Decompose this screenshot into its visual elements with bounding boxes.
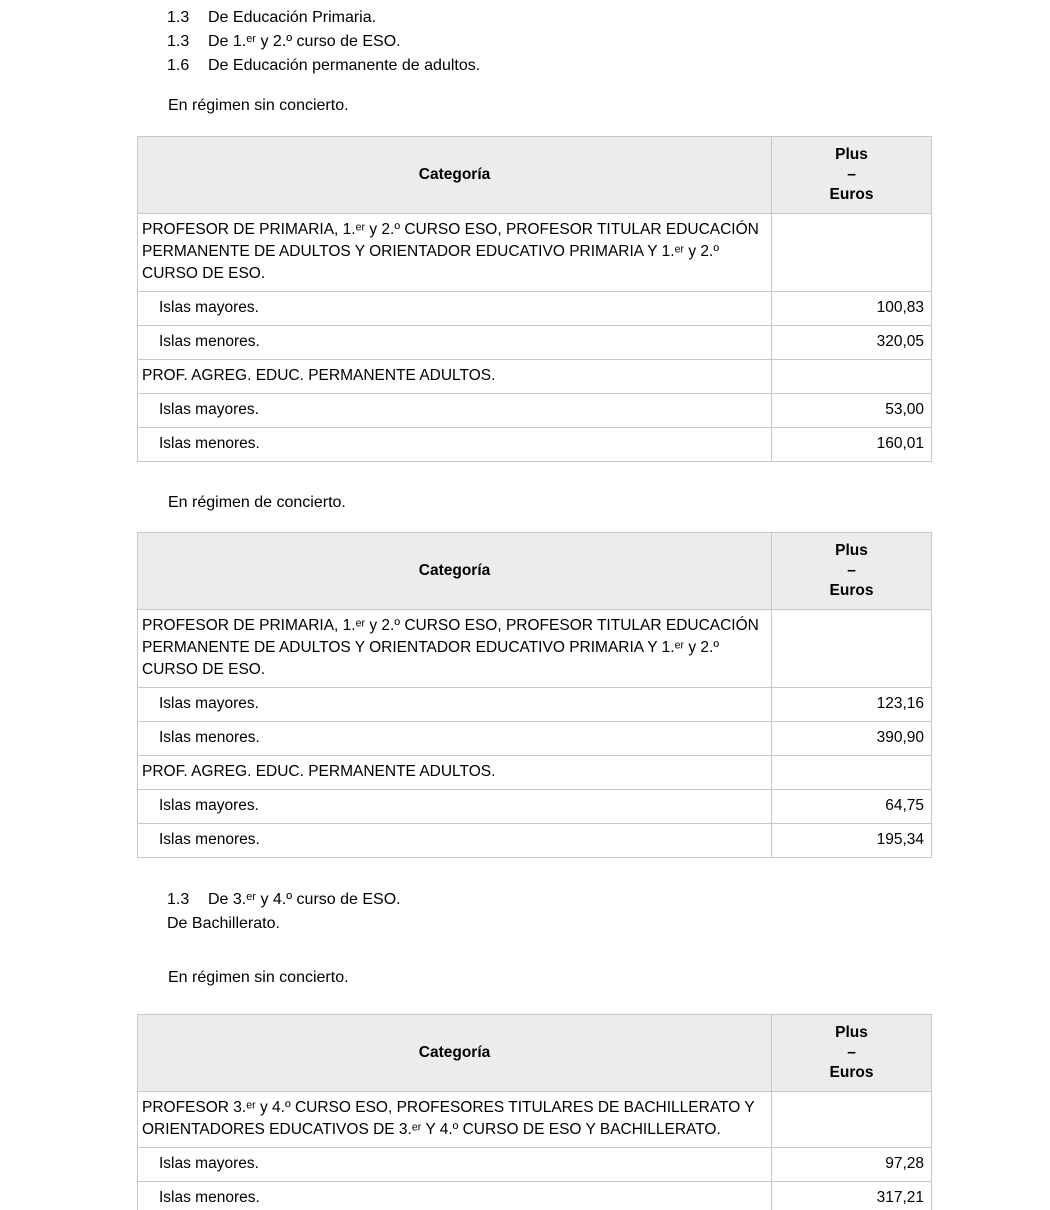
plus-label: Plus	[835, 146, 868, 163]
island-row-label: Islas mayores.	[138, 790, 772, 824]
plus-euros-value: 97,28	[772, 1148, 932, 1182]
plus-euros-value: 53,00	[772, 394, 932, 428]
list-item	[167, 912, 1050, 936]
column-header-categoria: Categoría	[138, 533, 772, 610]
euros-label: Euros	[829, 582, 874, 599]
island-row-label: Islas menores.	[138, 326, 772, 360]
table-row	[138, 1182, 932, 1210]
column-header-categoria: Categoría	[138, 137, 772, 214]
column-header-plus-euros	[772, 533, 932, 610]
island-row-label: Islas menores.	[138, 824, 772, 858]
table-body	[138, 1092, 932, 1210]
remuneration-table-sin-concierto-2	[137, 1014, 932, 1210]
list-item-number: 1.3	[167, 9, 190, 26]
plus-euros-value: 100,83	[772, 292, 932, 326]
list-item	[167, 30, 1050, 54]
section-list-eso-bachillerato	[167, 888, 1050, 936]
list-item-text: De Educación permanente de adultos.	[208, 57, 481, 74]
column-header-categoria: Categoría	[138, 1015, 772, 1092]
category-row-label: PROFESOR DE PRIMARIA, 1.ᵉʳ y 2.º CURSO ESO, PROFESOR TITULAR EDUCACIÓN PERMANENTE DE ADULTOS Y ORIENTADOR EDUCATIVO PRIMARIA Y 1.ᵉʳ y 2.º CURSO DE ESO.	[138, 610, 772, 688]
list-item-text: De 1.ᵉʳ y 2.º curso de ESO.	[208, 33, 401, 50]
list-item-number: 1.3	[167, 891, 190, 908]
list-item	[167, 888, 1050, 912]
category-row-label: PROF. AGREG. EDUC. PERMANENTE ADULTOS.	[138, 756, 772, 790]
dash-separator: –	[847, 166, 856, 183]
remuneration-table-de-concierto	[137, 532, 932, 858]
island-row-label: Islas mayores.	[138, 394, 772, 428]
island-row-label: Islas mayores.	[138, 1148, 772, 1182]
table-row	[138, 394, 932, 428]
category-row-label: PROF. AGREG. EDUC. PERMANENTE ADULTOS.	[138, 360, 772, 394]
table-body	[138, 610, 932, 858]
table-row	[138, 360, 932, 394]
table-row	[138, 214, 932, 292]
plus-euros-value: 123,16	[772, 688, 932, 722]
island-row-label: Islas menores.	[138, 428, 772, 462]
table-row	[138, 1148, 932, 1182]
plus-euros-value: 320,05	[772, 326, 932, 360]
euros-label: Euros	[829, 1064, 874, 1081]
island-row-label: Islas mayores.	[138, 292, 772, 326]
table-row	[138, 824, 932, 858]
list-item-number: 1.3	[167, 33, 190, 50]
table-row	[138, 722, 932, 756]
plus-euros-value: 317,21	[772, 1182, 932, 1210]
table-body	[138, 214, 932, 462]
island-row-label: Islas menores.	[138, 722, 772, 756]
plus-euros-value: 390,90	[772, 722, 932, 756]
plus-label: Plus	[835, 542, 868, 559]
table-row	[138, 610, 932, 688]
list-item	[167, 54, 1050, 78]
euros-label: Euros	[829, 186, 874, 203]
table-row	[138, 292, 932, 326]
island-row-label: Islas menores.	[138, 1182, 772, 1210]
table-row	[138, 326, 932, 360]
table-row	[138, 688, 932, 722]
table-row	[138, 756, 932, 790]
list-item-text: De 3.ᵉʳ y 4.º curso de ESO.	[208, 891, 401, 908]
regime-heading-de-concierto: En régimen de concierto.	[168, 494, 346, 511]
table-row	[138, 790, 932, 824]
list-item-text: De Educación Primaria.	[208, 9, 377, 26]
table-header-row	[138, 137, 932, 214]
plus-euros-value	[772, 214, 932, 292]
plus-euros-value: 64,75	[772, 790, 932, 824]
plus-euros-value	[772, 756, 932, 790]
table-row	[138, 1092, 932, 1148]
regime-heading-sin-concierto-1: En régimen sin concierto.	[168, 97, 349, 114]
column-header-plus-euros	[772, 137, 932, 214]
list-item	[167, 6, 1050, 30]
plus-euros-value: 195,34	[772, 824, 932, 858]
section-list-primaria	[167, 6, 1050, 78]
plus-euros-value: 160,01	[772, 428, 932, 462]
list-item-number: 1.6	[167, 57, 190, 74]
table-row	[138, 428, 932, 462]
list-item-text: De Bachillerato.	[167, 915, 280, 932]
table-header-row	[138, 533, 932, 610]
dash-separator: –	[847, 1044, 856, 1061]
plus-euros-value	[772, 610, 932, 688]
regime-heading-sin-concierto-2: En régimen sin concierto.	[168, 969, 349, 986]
category-row-label: PROFESOR 3.ᵉʳ y 4.º CURSO ESO, PROFESORES TITULARES DE BACHILLERATO Y ORIENTADORES EDUCATIVOS DE 3.ᵉʳ Y 4.º CURSO DE ESO Y BACHILLERATO.	[138, 1092, 772, 1148]
plus-euros-value	[772, 1092, 932, 1148]
plus-label: Plus	[835, 1024, 868, 1041]
column-header-plus-euros	[772, 1015, 932, 1092]
dash-separator: –	[847, 562, 856, 579]
plus-euros-value	[772, 360, 932, 394]
category-row-label: PROFESOR DE PRIMARIA, 1.ᵉʳ y 2.º CURSO ESO, PROFESOR TITULAR EDUCACIÓN PERMANENTE DE ADULTOS Y ORIENTADOR EDUCATIVO PRIMARIA Y 1.ᵉʳ y 2.º CURSO DE ESO.	[138, 214, 772, 292]
table-header-row	[138, 1015, 932, 1092]
remuneration-table-sin-concierto-1	[137, 136, 932, 462]
island-row-label: Islas mayores.	[138, 688, 772, 722]
